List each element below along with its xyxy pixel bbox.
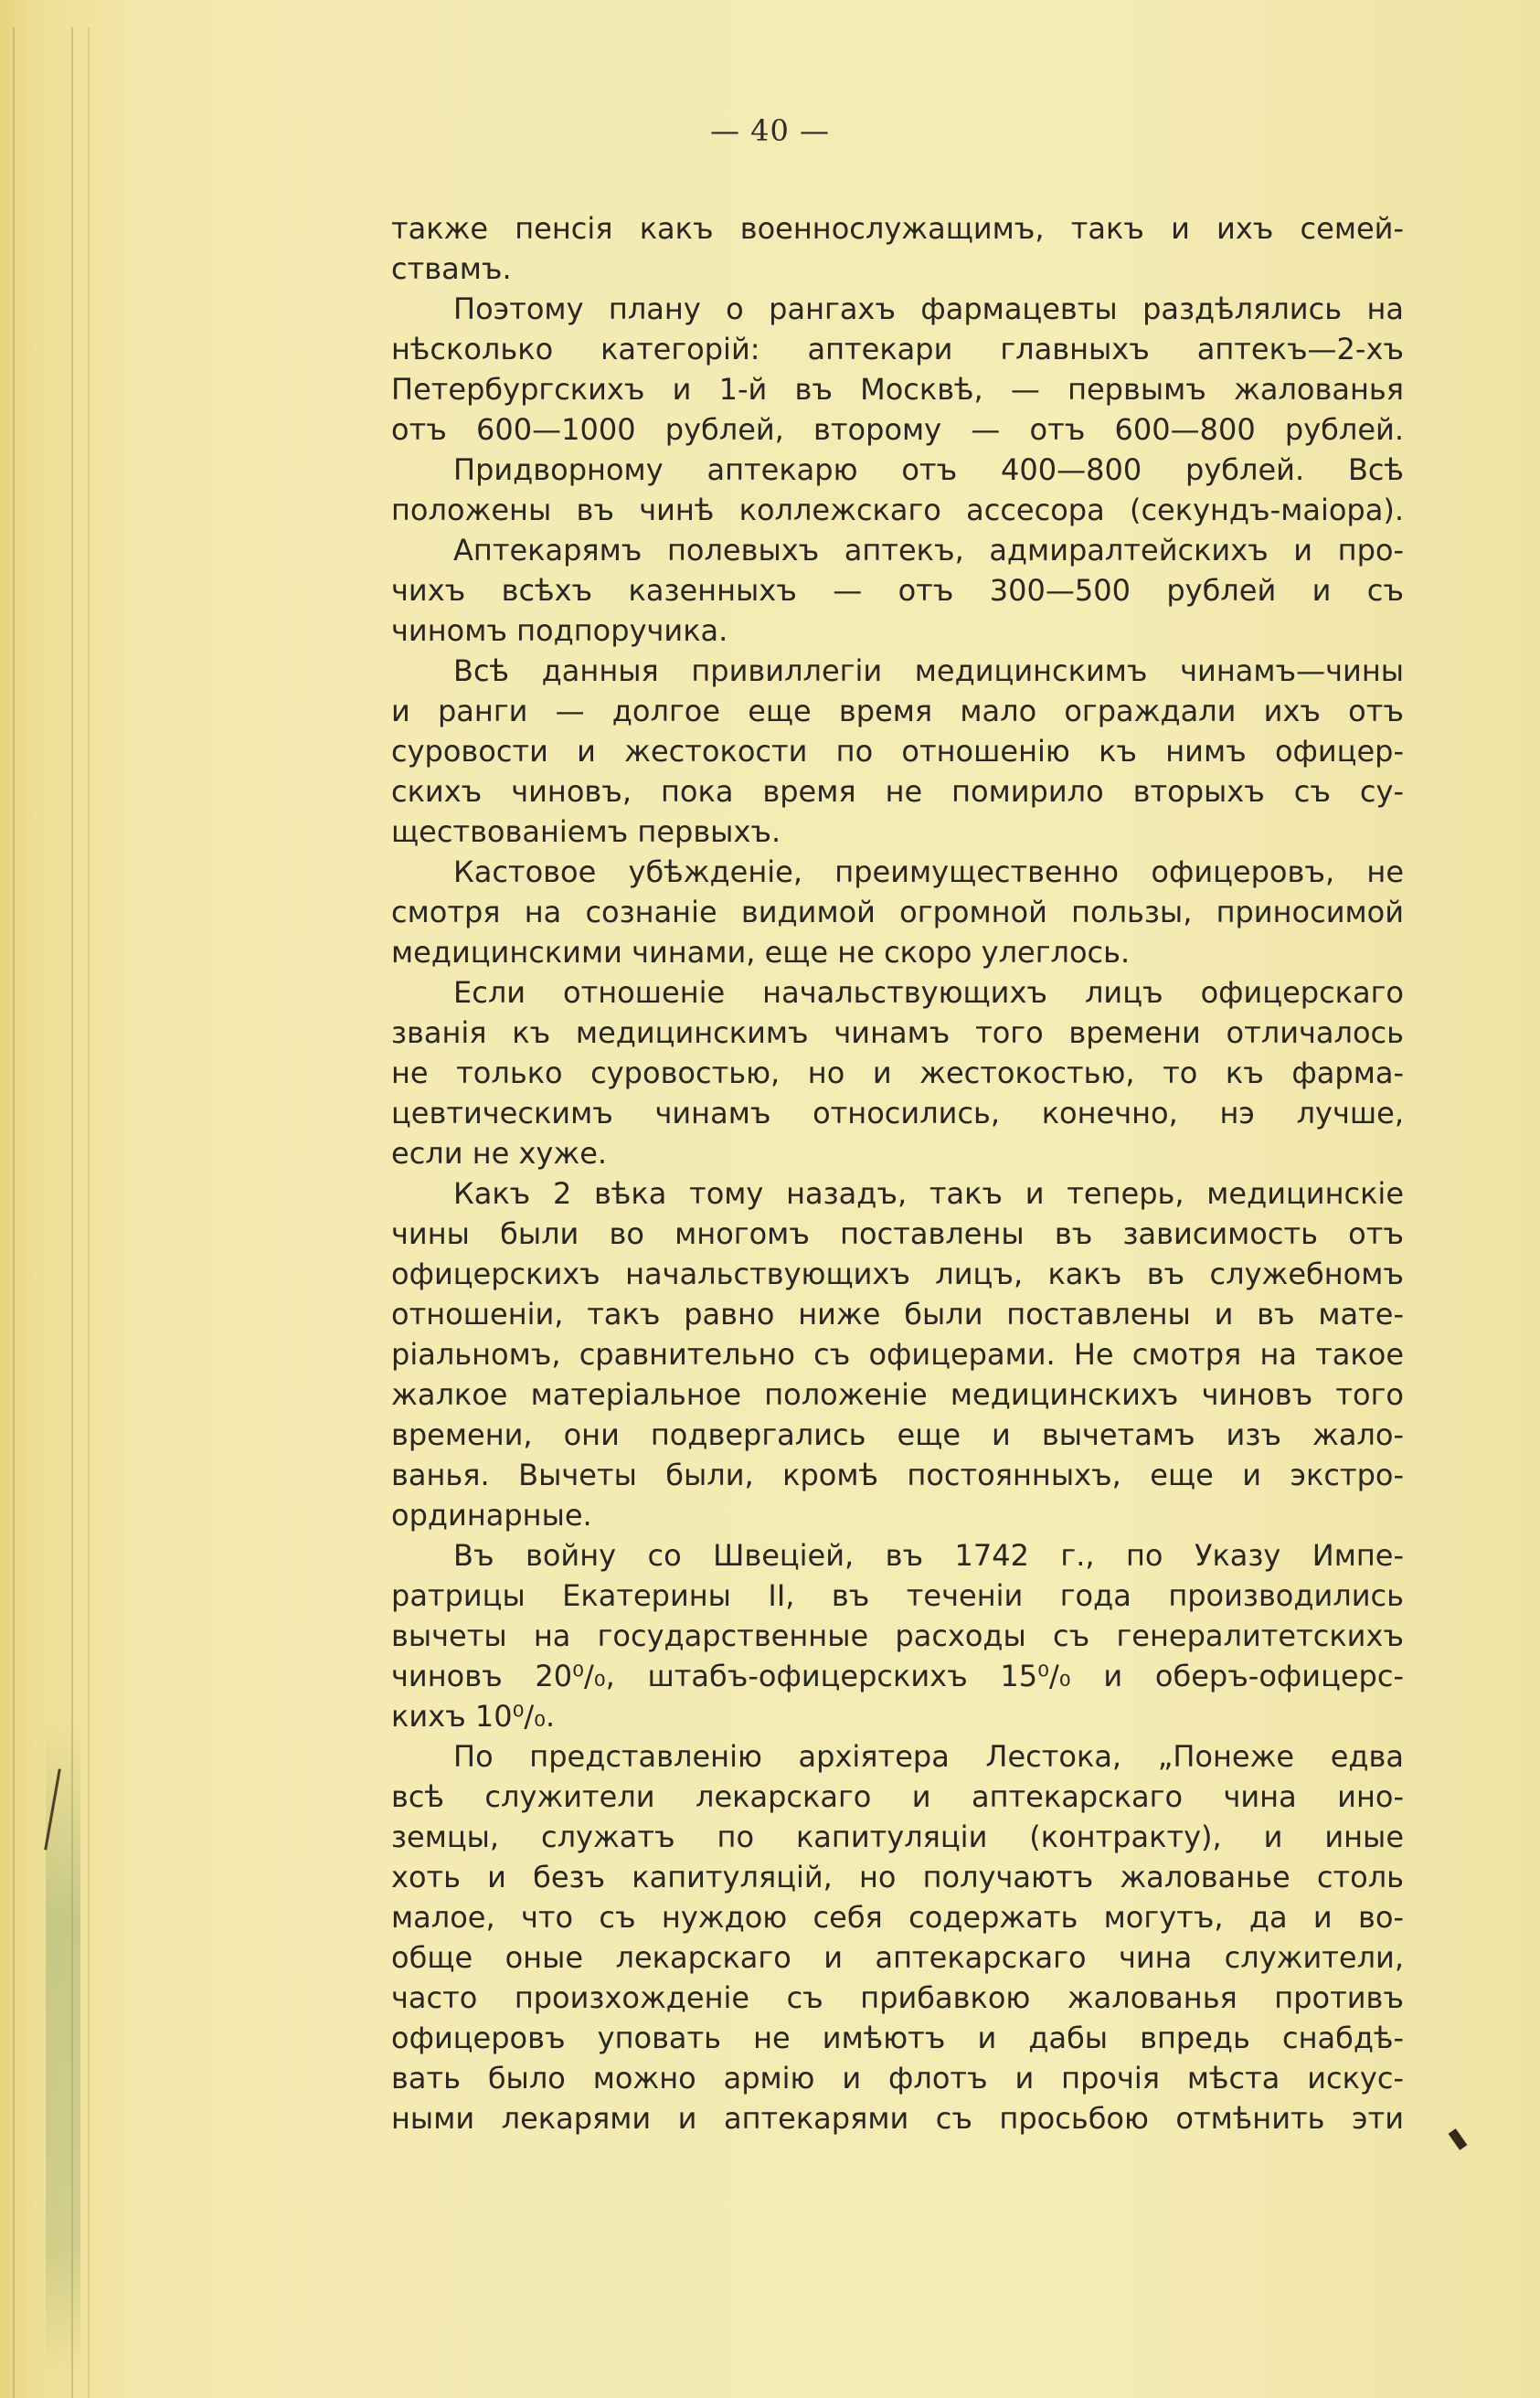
text-line: Кастовое убѣжденіе, преимущественно офицеровъ, не [453,854,1404,889]
text-line: положены въ чинѣ коллежскаго ассесора (секундъ-маіора). [391,493,1404,527]
text-line: цевтическимъ чинамъ относились, конечно, нэ лучше, [391,1096,1404,1130]
body-text [391,208,1404,2138]
text-line: не только суровостью, но и жестокостью, то къ фарма- [391,1056,1404,1090]
text-line: отъ 600—1000 рублей, второму — отъ 600—800 рублей. [391,412,1404,447]
text-line: Поэтому плану о рангахъ фармацевты раздѣлялись на [453,292,1404,326]
text-line: чихъ всѣхъ казенныхъ — отъ 300—500 рублей и съ [391,573,1404,608]
text-line: чиновъ 20⁰/₀, штабъ-офицерскихъ 15⁰/₀ и оберъ-офицерс- [391,1659,1404,1693]
page-fold [13,27,15,2398]
text-line: ствамъ. [391,251,512,286]
text-line: ратрицы Екатерины II, въ теченіи года производились [391,1578,1404,1613]
text-line: и ранги — долгое еще время мало ограждали ихъ отъ [391,694,1404,728]
text-line: ванья. Вычеты были, кромѣ постоянныхъ, еще и экстро- [391,1458,1404,1492]
text-line: часто произхожденіе съ прибавкою жалованья противъ [391,1980,1404,2015]
text-line: жалкое матеріальное положеніе медицинскихъ чиновъ того [391,1377,1404,1412]
page-fold [88,27,90,2398]
page-number: — 40 — [709,113,831,148]
text-line: Если отношеніе начальствующихъ лицъ офицерскаго [453,975,1404,1010]
text-line: отношеніи, такъ равно ниже были поставлены и въ мате- [391,1297,1404,1332]
text-line: вать было можно армію и флотъ и прочія мѣста искус- [391,2061,1404,2096]
text-line: также пенсія какъ военнослужащимъ, такъ и ихъ семей- [391,211,1404,246]
text-line: ординарные. [391,1498,592,1533]
text-line: ществованіемъ первыхъ. [391,814,781,849]
text-line: ными лекарями и аптекарями съ просьбою отмѣнить эти [391,2101,1404,2136]
text-line: медицинскими чинами, еще не скоро улеглось. [391,935,1131,970]
text-line: званія къ медицинскимъ чинамъ того времени отличалось [391,1015,1404,1050]
text-line: Въ войну со Швеціей, въ 1742 г., по Указу Импе- [453,1538,1404,1573]
text-line: нѣсколько категорій: аптекари главныхъ аптекъ—2-хъ [391,332,1404,366]
text-line: Какъ 2 вѣка тому назадъ, такъ и теперь, медицинскіе [453,1176,1404,1211]
text-line: офицеровъ уповать не имѣютъ и дабы впредь снабдѣ- [391,2021,1404,2055]
text-line: Петербургскихъ и 1-й въ Москвѣ, — первымъ жалованья [391,372,1404,407]
text-line: Аптекарямъ полевыхъ аптекъ, адмиралтейскихъ и про- [453,533,1404,568]
text-line: земцы, служатъ по капитуляціи (контракту), и иные [391,1820,1404,1854]
text-line: если не хуже. [391,1136,608,1171]
text-line: чиномъ подпоручика. [391,613,728,648]
text-line: чины были во многомъ поставлены въ зависимость отъ [391,1216,1404,1251]
ink-mark [1449,2128,1468,2150]
text-line: суровости и жестокости по отношенію къ нимъ офицер- [391,734,1404,769]
text-line: Всѣ данныя привиллегіи медицинскимъ чинамъ—чины [453,653,1404,688]
text-line: обще оные лекарскаго и аптекарскаго чина служители, [391,1940,1404,1975]
text-line: офицерскихъ начальствующихъ лицъ, какъ въ служебномъ [391,1257,1404,1291]
text-line: всѣ служители лекарскаго и аптекарскаго чина ино- [391,1779,1404,1814]
text-line: скихъ чиновъ, пока время не помирило вторыхъ съ су- [391,774,1404,809]
text-line: По представленію архіятера Лестока, „Понеже едва [453,1739,1404,1774]
text-line: Придворному аптекарю отъ 400—800 рублей. Всѣ [453,452,1404,487]
text-line: малое, что съ нуждою себя содержать могутъ, да и во- [391,1900,1404,1935]
text-line: смотря на сознаніе видимой огромной пользы, приносимой [391,895,1404,929]
text-line: ріальномъ, сравнительно съ офицерами. Не смотря на такое [391,1337,1404,1372]
text-line: хоть и безъ капитуляцій, но получаютъ жалованье столь [391,1860,1404,1894]
text-line: кихъ 10⁰/₀. [391,1699,556,1734]
text-line: вычеты на государственные расходы съ генералитетскихъ [391,1618,1404,1653]
text-line: времени, они подвергались еще и вычетамъ изъ жало- [391,1417,1404,1452]
